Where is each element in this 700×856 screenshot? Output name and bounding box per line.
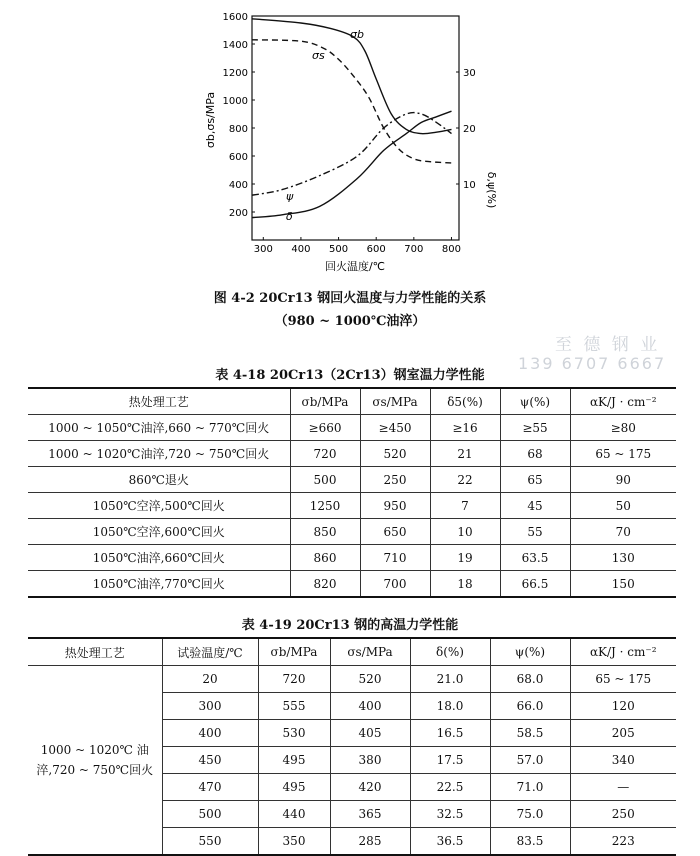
table18-cell: 150: [570, 571, 676, 598]
table18-cell: 850: [290, 519, 360, 545]
curve-label-sigma-s: σs: [312, 49, 325, 62]
table19-header-process: 热处理工艺: [28, 638, 162, 666]
y-left-tick-label: 1000: [222, 96, 248, 107]
y-right-tick-label: 10: [463, 180, 476, 191]
y-right-tick-label: 20: [463, 124, 476, 135]
table18-cell: 1050℃空淬,600℃回火: [28, 519, 290, 545]
table19-header-delta: δ(%): [410, 638, 490, 666]
table19-title: 表 4-19 20Cr13 钢的高温力学性能: [241, 618, 459, 633]
table18-cell: 1050℃油淬,660℃回火: [28, 545, 290, 571]
table18-row: [28, 571, 676, 598]
table19-cell: 83.5: [490, 828, 570, 856]
x-axis-label: 回火温度/℃: [324, 260, 386, 273]
table19-cell: 205: [570, 720, 676, 747]
table19-cell: 285: [330, 828, 410, 856]
table19-cell: 120: [570, 693, 676, 720]
table19-cell: 400: [162, 720, 258, 747]
x-tick-label: 700: [404, 244, 424, 255]
table19-cell: 57.0: [490, 747, 570, 774]
series-sigma-s-line: [252, 40, 452, 163]
table18-cell: 1050℃油淬,770℃回火: [28, 571, 290, 598]
table18-header-row: [28, 388, 676, 415]
table19-cell: 250: [570, 801, 676, 828]
table19-cell: 365: [330, 801, 410, 828]
table19-header-sigma-b: σb/MPa: [258, 638, 330, 666]
table18-cell: 45: [500, 493, 570, 519]
y-right-tick-label: 30: [463, 68, 476, 79]
table18-cell: 130: [570, 545, 676, 571]
table18-cell: 860℃退火: [28, 467, 290, 493]
table19-cell: 16.5: [410, 720, 490, 747]
table19-cell: 405: [330, 720, 410, 747]
table18-cell: 65: [500, 467, 570, 493]
y-left-tick-label: 800: [228, 124, 248, 135]
y-left-tick-label: 400: [228, 180, 248, 191]
table18-cell: 70: [570, 519, 676, 545]
table18-cell: 1250: [290, 493, 360, 519]
table19-cell: 18.0: [410, 693, 490, 720]
table19-cell: 32.5: [410, 801, 490, 828]
table18-cell: 10: [430, 519, 500, 545]
table19-header-psi: ψ(%): [490, 638, 570, 666]
figure-caption-line1: 图 4-2 20Cr13 钢回火温度与力学性能的关系: [213, 291, 487, 306]
table19-cell: 530: [258, 720, 330, 747]
table18-cell: 1000 ~ 1020℃油淬,720 ~ 750℃回火: [28, 441, 290, 467]
table18-cell: 860: [290, 545, 360, 571]
table-4-19: [28, 637, 676, 856]
curve-label-delta: δ: [286, 210, 293, 223]
curve-label-sigma-b: σb: [350, 28, 364, 41]
table18-row: [28, 545, 676, 571]
table18-header-ak: αK/J · cm⁻²: [570, 388, 676, 415]
table19-cell: 720: [258, 666, 330, 693]
x-tick-label: 800: [441, 244, 462, 255]
y-left-tick-labels: [223, 12, 255, 219]
y-right-axis-label: δ,ψ(%): [485, 171, 498, 209]
curve-label-psi: ψ: [286, 190, 294, 203]
table18-cell: ≥16: [430, 415, 500, 441]
table18-cell: 21: [430, 441, 500, 467]
table19-cell: 495: [258, 747, 330, 774]
table19-cell: 550: [162, 828, 258, 856]
table19-cell: 520: [330, 666, 410, 693]
table19-cell: 58.5: [490, 720, 570, 747]
table19-cell: 21.0: [410, 666, 490, 693]
table18-cell: 500: [290, 467, 360, 493]
plot-frame: [252, 16, 459, 240]
table18-row: [28, 467, 676, 493]
table19-cell: 22.5: [410, 774, 490, 801]
table19-cell: 470: [162, 774, 258, 801]
table19-cell: 17.5: [410, 747, 490, 774]
table19-process-line1: 1000 ~ 1020℃ 油: [40, 743, 149, 757]
table19-cell: 36.5: [410, 828, 490, 856]
table18-cell: 68: [500, 441, 570, 467]
table18-title: 表 4-18 20Cr13（2Cr13）钢室温力学性能: [215, 368, 485, 383]
table19-cell: 300: [162, 693, 258, 720]
table18-header-process: 热处理工艺: [28, 388, 290, 415]
table18-cell: 1000 ~ 1050℃油淬,660 ~ 770℃回火: [28, 415, 290, 441]
y-left-tick-label: 1600: [222, 12, 248, 23]
table19-cell: 555: [258, 693, 330, 720]
table18-cell: 720: [290, 441, 360, 467]
table18-cell: 90: [570, 467, 676, 493]
y-left-tick-label: 200: [228, 208, 248, 219]
table19-header-test-temp: 试验温度/℃: [162, 638, 258, 666]
table18-cell: 18: [430, 571, 500, 598]
table18-cell: 19: [430, 545, 500, 571]
watermark-company: 至 德 钢 业: [555, 335, 661, 355]
table19-cell: 65 ~ 175: [570, 666, 676, 693]
table18-cell: 650: [360, 519, 430, 545]
table18-cell: 820: [290, 571, 360, 598]
table18-cell: 63.5: [500, 545, 570, 571]
table18-header-psi: ψ(%): [500, 388, 570, 415]
table18-cell: 55: [500, 519, 570, 545]
table19-header-sigma-s: σs/MPa: [330, 638, 410, 666]
figure-caption-line2: （980 ~ 1000℃油淬）: [274, 314, 426, 329]
y-left-tick-label: 1200: [222, 68, 248, 79]
table19-cell: 66.0: [490, 693, 570, 720]
table19-process-cell: [28, 666, 162, 856]
table18-cell: 66.5: [500, 571, 570, 598]
x-tick-label: 300: [253, 244, 273, 255]
table18-cell: 710: [360, 545, 430, 571]
table19-header-row: [28, 638, 676, 666]
table19-cell: 20: [162, 666, 258, 693]
y-left-axis-label: σb,σs/MPa: [204, 91, 217, 149]
table19-row: [28, 666, 676, 693]
table18-cell: ≥55: [500, 415, 570, 441]
tempering-chart: [200, 0, 500, 278]
table19-cell: 440: [258, 801, 330, 828]
table18-cell: 250: [360, 467, 430, 493]
table18-cell: 1050℃空淬,500℃回火: [28, 493, 290, 519]
y-left-tick-label: 1400: [222, 40, 248, 51]
series-group: [252, 19, 452, 218]
table18-cell: ≥450: [360, 415, 430, 441]
series-delta-line: [252, 111, 452, 217]
table19-cell: 350: [258, 828, 330, 856]
table18-row: [28, 415, 676, 441]
table18-cell: ≥660: [290, 415, 360, 441]
table18-cell: 700: [360, 571, 430, 598]
table19-cell: 75.0: [490, 801, 570, 828]
x-tick-label: 400: [291, 244, 311, 255]
watermark-phone: 139 6707 6667: [518, 354, 667, 373]
table18-header-sigma-s: σs/MPa: [360, 388, 430, 415]
table18-cell: 65 ~ 175: [570, 441, 676, 467]
table19-cell: 380: [330, 747, 410, 774]
table18-row: [28, 441, 676, 467]
table19-cell: 450: [162, 747, 258, 774]
table19-cell: —: [570, 774, 676, 801]
x-tick-label: 600: [366, 244, 386, 255]
table19-cell: 495: [258, 774, 330, 801]
table19-process-line2: 淬,720 ~ 750℃回火: [36, 763, 154, 777]
table19-cell: 340: [570, 747, 676, 774]
table18-cell: 7: [430, 493, 500, 519]
table19-cell: 420: [330, 774, 410, 801]
table18-row: [28, 493, 676, 519]
table19-header-ak: αK/J · cm⁻²: [570, 638, 676, 666]
table18-cell: 520: [360, 441, 430, 467]
table18-row: [28, 519, 676, 545]
x-tick-label: 500: [329, 244, 349, 255]
table19-cell: 71.0: [490, 774, 570, 801]
table18-cell: 22: [430, 467, 500, 493]
table18-cell: ≥80: [570, 415, 676, 441]
table18-cell: 950: [360, 493, 430, 519]
table19-cell: 500: [162, 801, 258, 828]
table19-cell: 223: [570, 828, 676, 856]
table18-cell: 50: [570, 493, 676, 519]
table-4-18: [28, 387, 676, 598]
table18-header-delta5: δ5(%): [430, 388, 500, 415]
table19-cell: 68.0: [490, 666, 570, 693]
table18-header-sigma-b: σb/MPa: [290, 388, 360, 415]
y-left-tick-label: 600: [228, 152, 248, 163]
table19-cell: 400: [330, 693, 410, 720]
